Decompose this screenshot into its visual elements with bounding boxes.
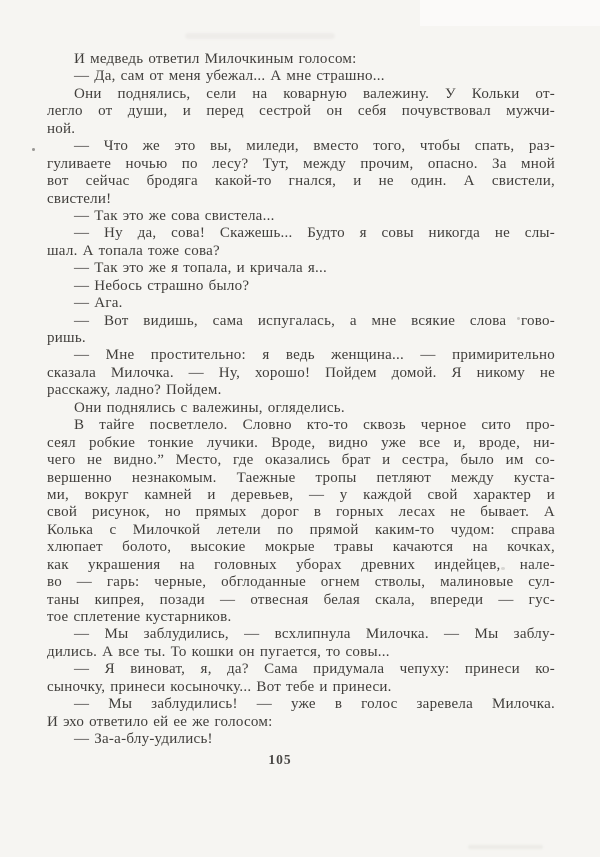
paragraph (47, 696, 555, 731)
text-line: шал. А топала тоже сова? (47, 242, 220, 259)
text-line: сказала Милочка. — Ну, хорошо! Пойдем домой. Я никому не (47, 364, 555, 381)
text-line: сеял робкие тонкие лучики. Вроде, видно уже все и, вроде, ни- (47, 434, 555, 451)
text-line: — Так это же сова свистела... (74, 207, 275, 224)
paragraph (47, 626, 555, 661)
paragraph (47, 225, 555, 260)
paragraph (47, 86, 555, 138)
text-line: хлюпает болото, высокие мокрые травы качаются на кочках, (47, 539, 555, 556)
paragraph (47, 295, 555, 312)
text-line: И медведь ответил Милочкиным голосом: (74, 51, 357, 67)
text-line: вот сейчас бродяга какой-то гнался, и не один. А свистели, (47, 173, 555, 190)
text-line: В тайге посветлело. Словно кто-то сквозь черное сито про- (74, 417, 555, 434)
paragraph (47, 347, 555, 399)
text-line: — Так это же я топала, и кричала я... (74, 260, 328, 277)
scan-artifact (32, 148, 35, 151)
text-line: ми, вокруг камней и деревьев, — у каждой свой характер и (47, 486, 555, 503)
paragraph (47, 208, 555, 225)
text-line: гуливаете ночью по лесу? Тут, между прочим, опасно. За мной (47, 155, 555, 172)
paragraph (47, 400, 555, 417)
text-line: — Небось страшно было? (74, 277, 250, 294)
text-line: — Да, сам от меня убежал... А мне страшно... (74, 68, 385, 85)
text-line: расскажу, ладно? Пойдем. (47, 382, 222, 399)
text-line: сыночку, принеси косыночку... Вот тебе и принеси. (47, 678, 392, 695)
scan-artifact (185, 33, 335, 39)
paragraph (47, 51, 555, 68)
text-line: — Ага. (74, 295, 123, 312)
text-line: вершенно незнакомым. Таежные тропы петляют между куста- (47, 469, 555, 486)
text-line: тое сплетение кустарников. (47, 609, 232, 625)
text-line: Они поднялись, сели на коварную валежину. У Кольки от- (74, 85, 555, 102)
text-line: И эхо ответило ей ее же голосом: (47, 713, 273, 730)
text-line: — Что же это вы, миледи, вместо того, чтобы спать, раз- (74, 138, 555, 155)
text-line: ной. (47, 120, 76, 137)
paragraph (47, 731, 555, 748)
scan-artifact (420, 0, 600, 26)
text-line: — За-а-блу-удились! (74, 731, 213, 748)
paragraph (47, 278, 555, 295)
text-line: свистели! (47, 190, 112, 207)
text-line: дились. А все ты. То кошки он пугается, то совы... (47, 643, 390, 660)
text-line: — Мы заблудились, — всхлипнула Милочка. — Мы заблу- (74, 626, 555, 643)
text-line: Они поднялись с валежины, огляделись. (74, 399, 345, 416)
text-block (47, 51, 555, 749)
paragraph (47, 138, 555, 208)
text-line: — Ну да, сова! Скажешь... Будто я совы никогда не слы- (74, 225, 555, 242)
text-line: ришь. (47, 330, 86, 346)
text-line: таны кипрея, позади — отвесная белая скала, впереди — гус- (47, 591, 555, 608)
text-line: Колька с Милочкой летели по прямой каким-то чудом: справа (47, 521, 555, 538)
text-line: во — гарь: черные, обглоданные огнем стволы, малиновые сул- (47, 574, 555, 591)
page-number: 105 (268, 752, 292, 767)
text-line: чего не видно.” Место, где оказались брат и сестра, было им со- (47, 452, 555, 469)
scan-artifact (468, 845, 543, 849)
paragraph (47, 661, 555, 696)
text-line: — Мне простительно: я ведь женщина... — примирительно (74, 347, 555, 364)
text-line: — Мы заблудились! — уже в голос заревела Милочка. (74, 696, 555, 713)
text-line: — Вот видишь, сама испугалась, а мне всякие слова гово- (74, 312, 555, 329)
paragraph (47, 313, 555, 348)
text-line: — Я виноват, я, да? Сама придумала чепуху: принеси ко- (74, 661, 555, 678)
paragraph (47, 260, 555, 277)
paragraph (47, 68, 555, 85)
text-line: как украшения на головных уборах древних индейцев, нале- (47, 556, 555, 573)
text-line: свой рисунок, но прямых дорог в горных лесах не бывает. А (47, 504, 555, 521)
paragraph (47, 417, 555, 626)
text-line: легло от души, и перед сестрой он себя почувствовал мужчи- (47, 103, 555, 120)
